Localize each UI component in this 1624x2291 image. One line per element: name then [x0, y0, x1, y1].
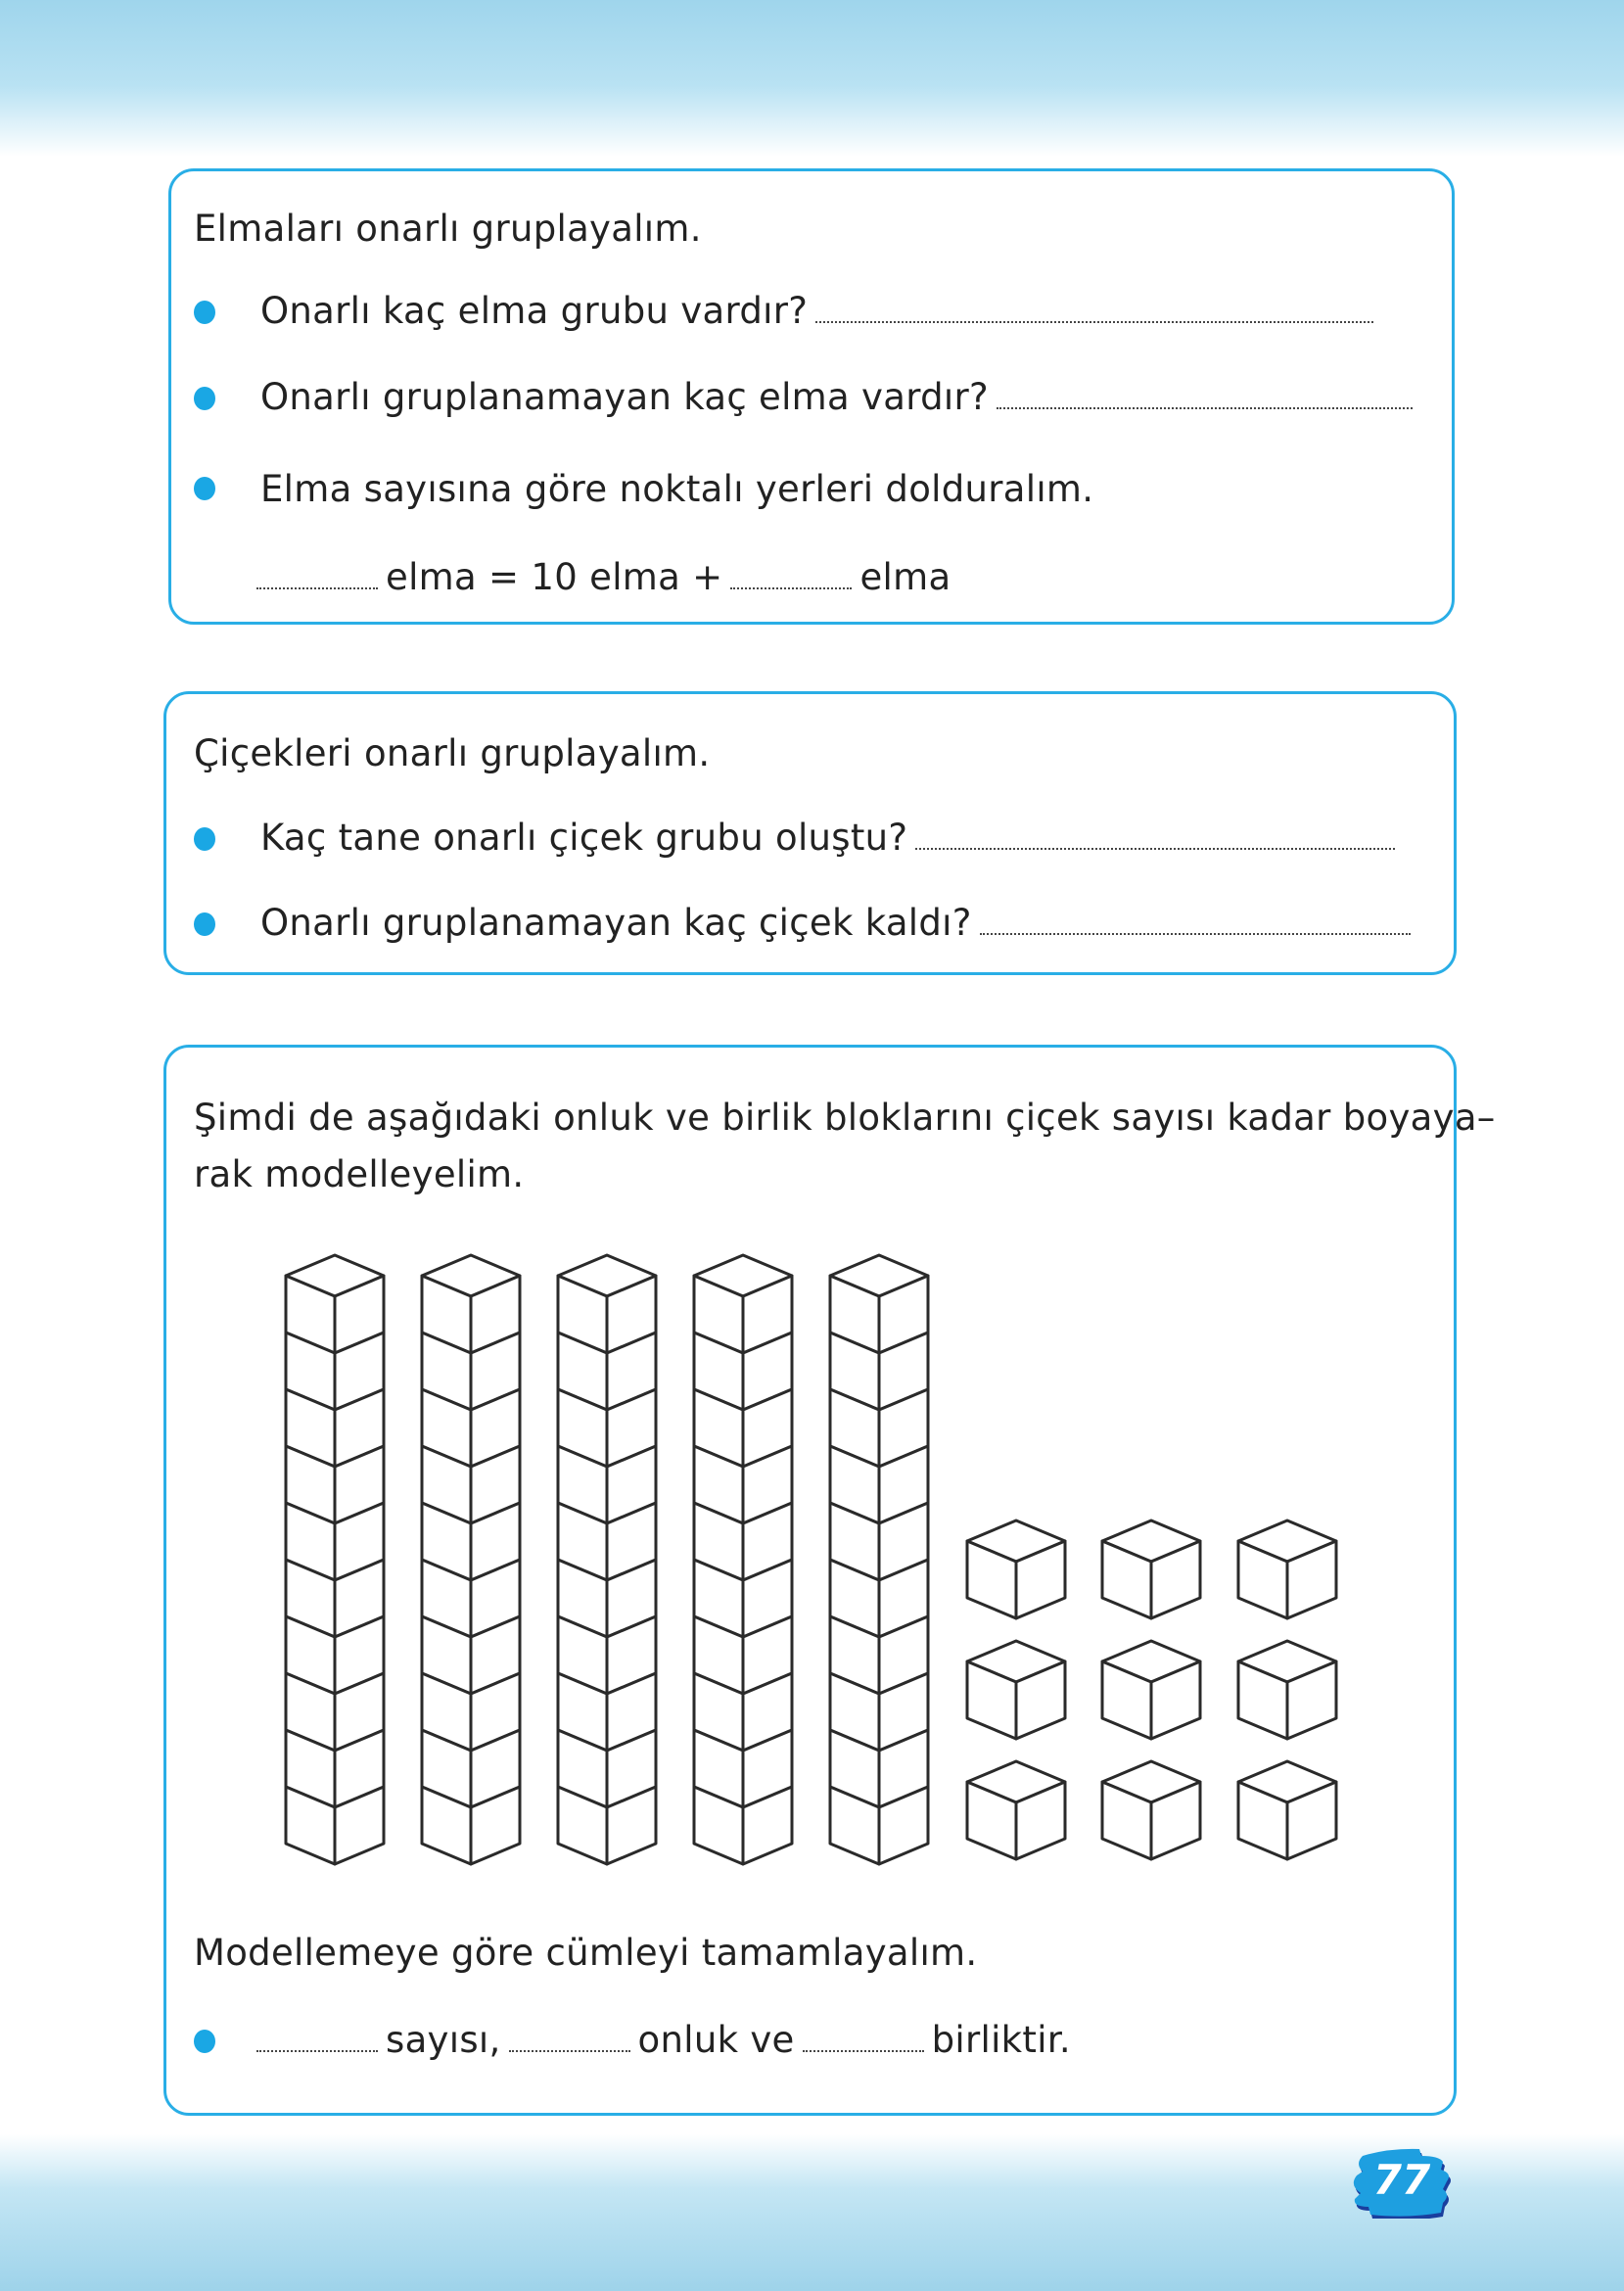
instruction-line-1: Şimdi de aşağıdaki onluk ve birlik bloklarını çiçek sayısı kadar boyaya– — [194, 1097, 1496, 1139]
question-text: Onarlı kaç elma grubu vardır? — [260, 290, 809, 332]
instruction-line-2: rak modelleyelim. — [194, 1153, 525, 1195]
sentence-text-3: birliktir. — [931, 2019, 1071, 2061]
apples-question-3: Elma sayısına göre noktalı yerleri dolduralım. — [260, 468, 1094, 510]
answer-blank[interactable] — [256, 2050, 378, 2052]
modeling-prompt: Modellemeye göre cümleyi tamamlayalım. — [194, 1932, 978, 1974]
equation-text: elma = 10 elma + — [386, 556, 723, 598]
sentence-text-2: onluk ve — [637, 2019, 795, 2061]
question-text: Kaç tane onarlı çiçek grubu oluştu? — [260, 817, 908, 859]
page-number: 77 — [1372, 2156, 1431, 2204]
apples-title: Elmaları onarlı gruplayalım. — [194, 208, 702, 250]
bullet-icon — [194, 2030, 215, 2053]
modeling-sentence — [256, 2019, 1071, 2062]
equation-text-end: elma — [859, 556, 951, 598]
answer-blank[interactable] — [803, 2050, 924, 2052]
page-number-badge — [1349, 2146, 1455, 2219]
question-text: Onarlı gruplanamayan kaç çiçek kaldı? — [260, 902, 972, 944]
question-text: Onarlı gruplanamayan kaç elma vardır? — [260, 376, 989, 418]
sentence-text-1: sayısı, — [386, 2019, 501, 2061]
answer-blank[interactable] — [509, 2050, 630, 2052]
flowers-title: Çiçekleri onarlı gruplayalım. — [194, 732, 711, 774]
